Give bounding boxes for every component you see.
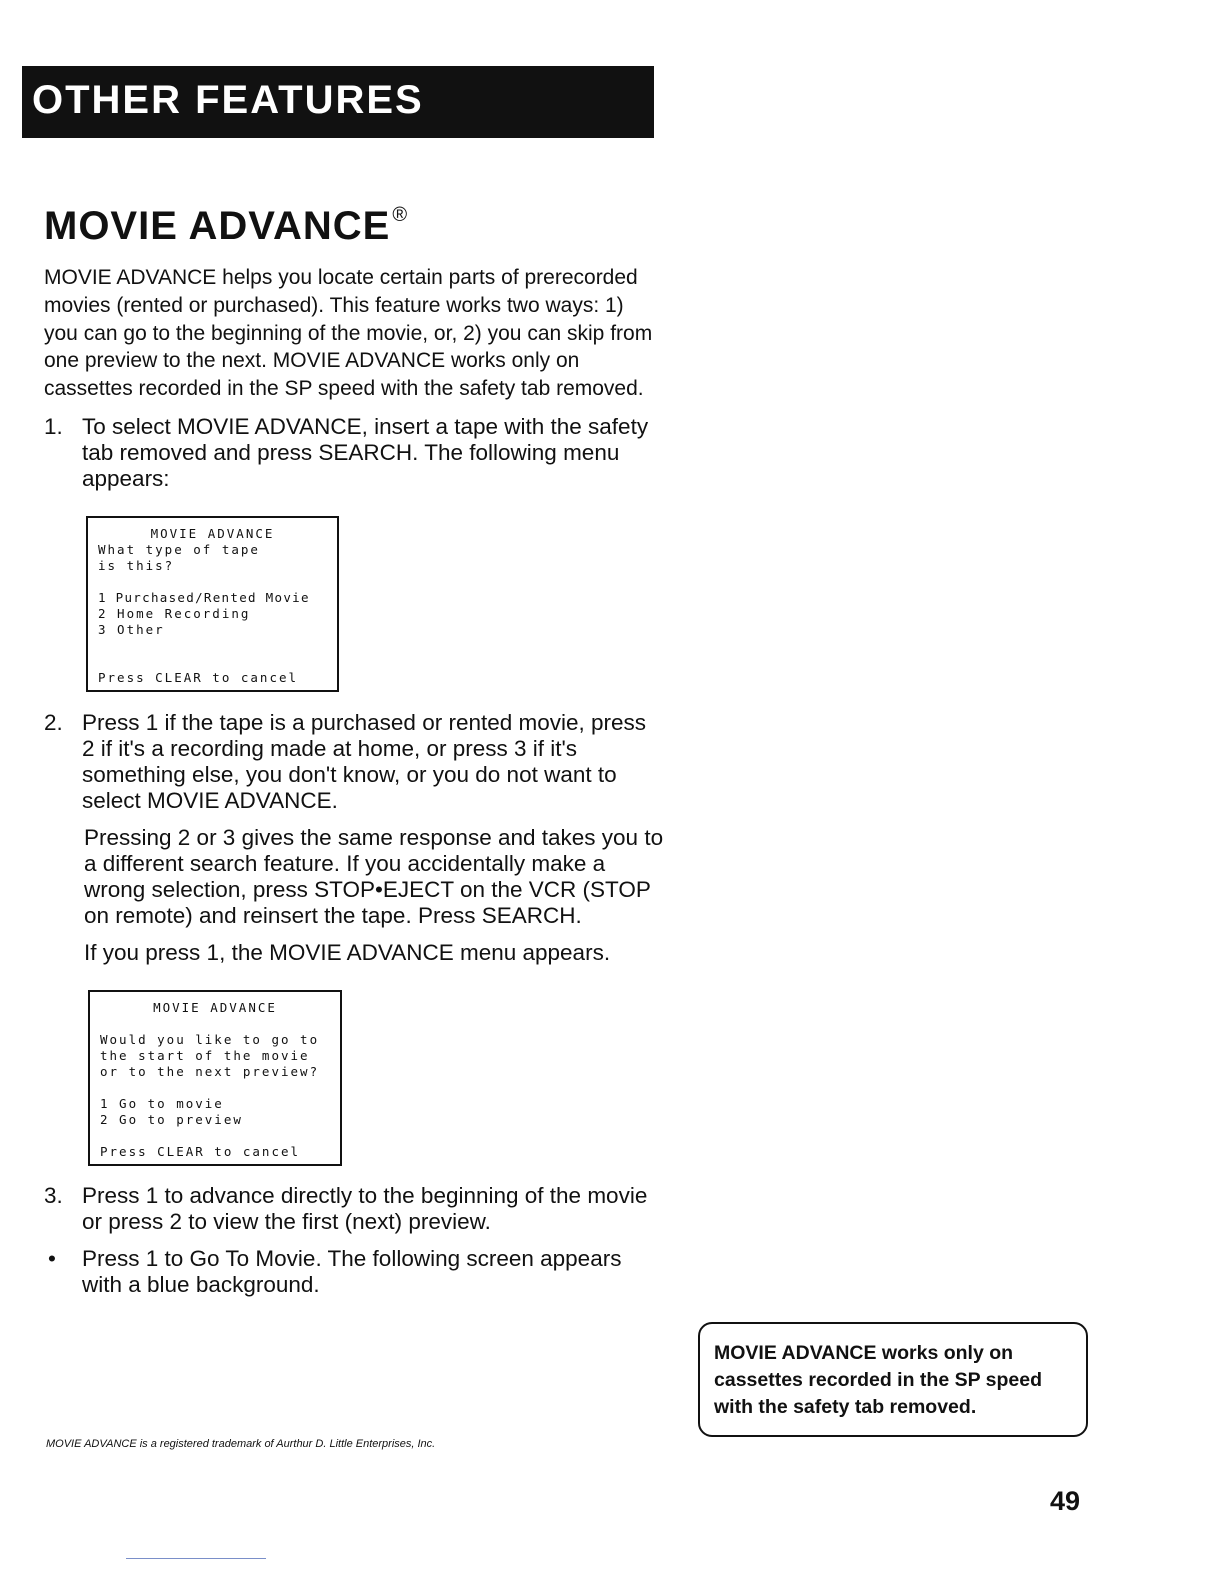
step-text: To select MOVIE ADVANCE, insert a tape with the safety tab removed and press SEARCH. The following menu appears:: [82, 414, 649, 491]
step-text: Press 1 if the tape is a purchased or rented movie, press 2 if it's a recording made at home, or press 3 if it's something else, you don't know, or you do not want to select MOVIE ADVANCE.: [82, 710, 647, 813]
page-number: 49: [1050, 1486, 1081, 1516]
step-3: [44, 1183, 659, 1235]
menu-option: 1 Purchased/Rented Movie: [98, 590, 310, 605]
step-2: [44, 710, 659, 814]
page-title: [44, 204, 408, 249]
step-text: Press 1 to advance directly to the beginning of the movie or press 2 to view the first (next) preview.: [82, 1183, 648, 1234]
note-box: [698, 1322, 1088, 1437]
trademark-footnote: MOVIE ADVANCE is a registered trademark of Aurthur D. Little Enterprises, Inc.: [46, 1438, 436, 1450]
step-number: 3.: [44, 1183, 63, 1208]
step-bullet: [44, 1246, 659, 1298]
menu-title: MOVIE ADVANCE: [150, 526, 275, 541]
menu-option: 3 Other: [98, 622, 165, 637]
bottom-rule: [126, 1558, 266, 1559]
menu-option: 2 Home Recording: [98, 606, 251, 621]
paragraph-wrong-selection: Pressing 2 or 3 gives the same response and takes you to a different search feature. If you accidentally make a wrong selection, press STOP•EJECT on the VCR (STOP on remote) and reinsert the tape. Press SEARCH.: [84, 825, 664, 928]
step-number: 1.: [44, 414, 63, 439]
bullet: •: [48, 1246, 56, 1271]
menu-footer: Press CLEAR to cancel: [100, 1144, 301, 1159]
section-banner: [22, 66, 654, 138]
step-text: Press 1 to Go To Movie. The following screen appears with a blue background.: [82, 1246, 622, 1297]
menu-question-line: the start of the movie: [100, 1048, 310, 1063]
menu-question-line: or to the next preview?: [100, 1064, 320, 1079]
note-text: MOVIE ADVANCE works only on cassettes recorded in the SP speed with the safety tab removed.: [714, 1342, 1043, 1418]
movie-advance-menu-type: [86, 516, 339, 692]
menu-title: MOVIE ADVANCE: [153, 1000, 277, 1015]
step-number: 2.: [44, 710, 63, 735]
step-1: [44, 414, 659, 492]
registered-mark: ®: [392, 204, 409, 226]
menu-question-line: What type of tape: [98, 542, 260, 557]
page-title-text: MOVIE ADVANCE: [44, 204, 391, 248]
menu-option: 1 Go to movie: [100, 1096, 224, 1111]
menu-question-line: is this?: [98, 558, 175, 573]
menu-footer: Press CLEAR to cancel: [98, 670, 299, 685]
section-banner-label: OTHER FEATURES: [32, 78, 424, 122]
intro-paragraph: MOVIE ADVANCE helps you locate certain parts of prerecorded movies (rented or purchased). This feature works two ways: 1) you can go to the beginning of the movie, or, 2) you can skip from one preview to the next. MOVIE ADVANCE works only on cassettes recorded in the SP speed with the safety tab removed.: [44, 266, 653, 401]
menu-question-line: Would you like to go to: [100, 1032, 320, 1047]
menu-option: 2 Go to preview: [100, 1112, 243, 1127]
movie-advance-menu-go-to: [88, 990, 342, 1166]
paragraph-menu-appears: If you press 1, the MOVIE ADVANCE menu appears.: [84, 940, 611, 965]
